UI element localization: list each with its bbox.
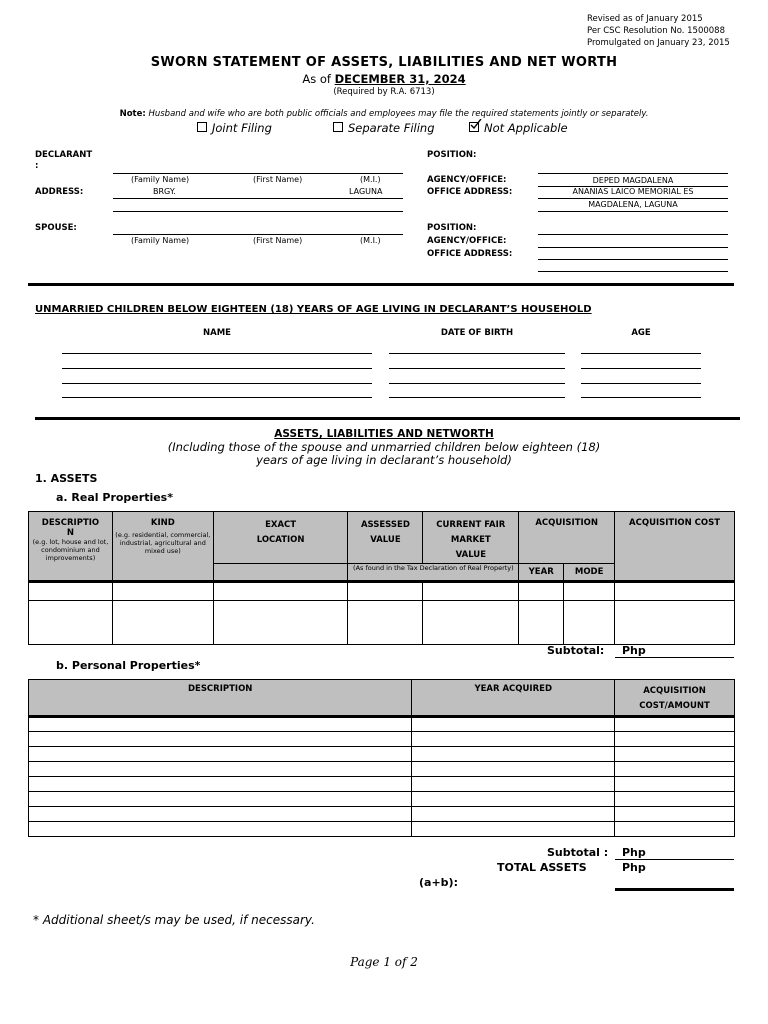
address-brgy[interactable]: BRGY. <box>153 187 176 196</box>
section-divider-1 <box>28 283 734 286</box>
section-divider-2 <box>35 417 740 420</box>
table-cell[interactable] <box>423 601 519 645</box>
declarant-name-line <box>113 173 403 174</box>
total-assets-currency: Php <box>622 861 646 874</box>
table-cell[interactable] <box>412 732 615 747</box>
child-dob-line[interactable] <box>389 397 565 398</box>
note <box>0 109 768 119</box>
table-cell[interactable] <box>29 807 412 822</box>
declarant-mi-caption: (M.I.) <box>360 175 381 184</box>
real-subtotal-currency: Php <box>622 644 646 657</box>
check-icon <box>470 119 482 130</box>
table-cell[interactable] <box>29 582 113 601</box>
real-properties-table <box>28 511 735 645</box>
alnw-sub2: years of age living in declarant’s household) <box>256 453 512 467</box>
personal-properties-table <box>28 679 735 837</box>
children-col-dob: DATE OF BIRTH <box>440 328 514 338</box>
table-row <box>29 732 735 747</box>
note-text: Husband and wife who are both public officials and employees may file the required statements jointly or separately. <box>148 109 649 119</box>
as-of-line <box>0 72 768 86</box>
table-cell[interactable] <box>29 762 412 777</box>
address-line-2 <box>113 211 403 212</box>
spouse-first-name-caption: (First Name) <box>253 236 303 245</box>
child-age-line[interactable] <box>581 353 701 354</box>
children-heading: UNMARRIED CHILDREN BELOW EIGHTEEN (18) YEARS OF AGE LIVING IN DECLARANT’S HOUSEHOLD <box>35 304 592 315</box>
table-row <box>29 807 735 822</box>
address-province[interactable]: LAGUNA <box>349 187 383 196</box>
child-name-line[interactable] <box>62 397 372 398</box>
table-cell[interactable] <box>615 792 735 807</box>
real-col-kind-note: (e.g. residential, commercial, industrial, agricultural and mixed use) <box>115 531 211 555</box>
real-col-assessed-b: VALUE <box>370 535 401 545</box>
table-cell[interactable] <box>615 777 735 792</box>
child-name-line[interactable] <box>62 353 372 354</box>
child-dob-line[interactable] <box>389 383 565 384</box>
child-age-line[interactable] <box>581 383 701 384</box>
real-col-description-note: (e.g. lot, house and lot, condominium and improvements) <box>32 538 109 562</box>
personal-col-cost <box>615 680 735 717</box>
agency-label: AGENCY/OFFICE: <box>427 175 507 185</box>
real-col-location-a: EXACT <box>265 520 297 530</box>
spouse-position-line <box>538 234 728 235</box>
real-col-location-blank <box>213 564 348 582</box>
position-line <box>538 173 728 174</box>
spouse-office-address-label: OFFICE ADDRESS: <box>427 249 513 259</box>
personal-subtotal-label: Subtotal : <box>547 846 609 859</box>
personal-col-description: DESCRIPTION <box>29 680 412 717</box>
table-row <box>29 822 735 837</box>
real-col-location <box>213 512 348 564</box>
table-cell[interactable] <box>519 582 564 601</box>
table-cell[interactable] <box>519 601 564 645</box>
real-col-kind <box>112 512 213 582</box>
promulgated-date: Promulgated on January 23, 2015 <box>587 38 730 48</box>
table-cell[interactable] <box>615 807 735 822</box>
table-cell[interactable] <box>412 822 615 837</box>
table-cell[interactable] <box>615 762 735 777</box>
total-assets-formula: (a+b): <box>419 876 458 889</box>
real-col-acquisition: ACQUISITION <box>519 512 615 564</box>
table-cell[interactable] <box>112 582 213 601</box>
table-cell[interactable] <box>29 777 412 792</box>
joint-filing-option[interactable] <box>197 121 272 135</box>
declarant-first-name-caption: (First Name) <box>253 175 303 184</box>
table-cell[interactable] <box>564 601 615 645</box>
not-applicable-label: Not Applicable <box>484 121 568 135</box>
spouse-agency-line <box>538 247 728 248</box>
office-address-label: OFFICE ADDRESS: <box>427 187 513 197</box>
real-col-description <box>29 512 113 582</box>
declarant-family-name-caption: (Family Name) <box>131 175 190 184</box>
table-row <box>29 747 735 762</box>
table-cell[interactable] <box>348 582 423 601</box>
real-subtotal-label: Subtotal: <box>547 644 605 657</box>
table-cell[interactable] <box>615 732 735 747</box>
real-col-cost: ACQUISITION COST <box>615 512 735 582</box>
real-properties-label: a. Real Properties* <box>56 491 173 504</box>
child-age-line[interactable] <box>581 368 701 369</box>
table-row <box>29 762 735 777</box>
table-cell[interactable] <box>112 601 213 645</box>
table-row <box>29 717 735 732</box>
table-cell[interactable] <box>213 601 348 645</box>
separate-filing-checkbox[interactable] <box>333 122 343 132</box>
separate-filing-label: Separate Filing <box>348 121 435 135</box>
office-address-line-1 <box>538 198 728 199</box>
personal-subtotal-currency: Php <box>622 846 646 859</box>
joint-filing-label: Joint Filing <box>212 121 272 135</box>
spouse-mi-caption: (M.I.) <box>360 236 381 245</box>
spouse-label: SPOUSE: <box>35 223 77 233</box>
table-cell[interactable] <box>29 747 412 762</box>
real-col-fmv-note-cell <box>348 564 519 582</box>
table-cell[interactable] <box>29 792 412 807</box>
real-col-fmv <box>423 512 519 564</box>
personal-rows <box>29 717 735 837</box>
not-applicable-checkbox[interactable] <box>469 122 479 132</box>
agency-value[interactable]: DEPED MAGDALENA <box>592 176 674 185</box>
real-col-fmv-b: MARKET <box>450 535 491 545</box>
children-col-age: AGE <box>631 328 651 338</box>
child-dob-line[interactable] <box>389 353 565 354</box>
table-cell[interactable] <box>29 822 412 837</box>
revised-date: Revised as of January 2015 <box>587 14 703 24</box>
table-cell[interactable] <box>29 717 412 732</box>
real-col-assessed-a: ASSESSED <box>360 520 410 530</box>
spouse-agency-label: AGENCY/OFFICE: <box>427 236 507 246</box>
position-label: POSITION: <box>427 150 477 160</box>
joint-filing-checkbox[interactable] <box>197 122 207 132</box>
real-col-fmv-c: VALUE <box>455 550 487 560</box>
table-cell[interactable] <box>564 582 615 601</box>
table-cell[interactable] <box>615 582 735 601</box>
csc-resolution: Per CSC Resolution No. 1500088 <box>587 26 726 36</box>
table-cell[interactable] <box>412 792 615 807</box>
table-cell[interactable] <box>412 747 615 762</box>
address-line-1 <box>113 198 403 199</box>
total-assets-label: TOTAL ASSETS <box>497 861 587 874</box>
office-address-line2[interactable]: MAGDALENA, LAGUNA <box>588 200 678 209</box>
table-row <box>29 601 735 645</box>
real-subtotal-line[interactable] <box>615 657 734 658</box>
real-col-mode: MODE <box>564 564 615 582</box>
declarant-label: DECLARANT <box>35 150 93 160</box>
alnw-heading: ASSETS, LIABILITIES AND NETWORTH <box>274 428 494 440</box>
note-label: Note: <box>119 109 146 119</box>
child-name-line[interactable] <box>62 368 372 369</box>
declarant-colon: : <box>35 161 39 171</box>
real-col-fmv-a: CURRENT FAIR <box>436 520 506 530</box>
table-cell[interactable] <box>423 582 519 601</box>
table-cell[interactable] <box>29 732 412 747</box>
assets-label: 1. ASSETS <box>35 472 98 485</box>
table-cell[interactable] <box>412 762 615 777</box>
child-name-line[interactable] <box>62 383 372 384</box>
table-cell[interactable] <box>213 582 348 601</box>
real-col-year: YEAR <box>519 564 564 582</box>
revision-info <box>587 13 730 49</box>
as-of-date: DECEMBER 31, 2024 <box>334 72 466 86</box>
page-number: Page 1 of 2 <box>350 955 418 969</box>
table-cell[interactable] <box>412 777 615 792</box>
table-cell[interactable] <box>615 822 735 837</box>
as-of-prefix: As of <box>302 72 331 86</box>
real-col-kind-label: KIND <box>150 518 175 528</box>
real-col-assessed <box>348 512 423 564</box>
real-col-fmv-note: (As found in the Tax Declaration of Real Property) <box>353 564 514 572</box>
table-cell[interactable] <box>615 717 735 732</box>
spouse-position-label: POSITION: <box>427 223 477 233</box>
table-cell[interactable] <box>29 601 113 645</box>
table-row <box>29 582 735 601</box>
not-applicable-option[interactable] <box>469 121 568 135</box>
spouse-name-line <box>113 234 403 235</box>
personal-col-cost-b: COST/AMOUNT <box>639 701 710 711</box>
child-dob-line[interactable] <box>389 368 565 369</box>
child-age-line[interactable] <box>581 397 701 398</box>
spouse-office-line-1 <box>538 259 728 260</box>
table-cell[interactable] <box>615 747 735 762</box>
children-col-name: NAME <box>203 328 231 338</box>
table-cell[interactable] <box>348 601 423 645</box>
total-assets-line[interactable] <box>615 888 734 891</box>
page-title: SWORN STATEMENT OF ASSETS, LIABILITIES AND NET WORTH <box>150 55 618 70</box>
spouse-office-line-2 <box>538 271 728 272</box>
personal-properties-label: b. Personal Properties* <box>56 659 201 672</box>
table-cell[interactable] <box>412 807 615 822</box>
personal-col-year: YEAR ACQUIRED <box>412 680 615 717</box>
table-row <box>29 777 735 792</box>
personal-subtotal-line[interactable] <box>615 859 734 860</box>
table-cell[interactable] <box>615 601 735 645</box>
footnote: * Additional sheet/s may be used, if necessary. <box>33 913 315 927</box>
personal-col-cost-a: ACQUISITION <box>643 686 706 696</box>
table-row <box>29 792 735 807</box>
office-address-line-2 <box>538 211 728 212</box>
table-cell[interactable] <box>412 717 615 732</box>
address-label: ADDRESS: <box>35 187 84 197</box>
real-col-description-b: N <box>66 528 75 538</box>
spouse-family-name-caption: (Family Name) <box>131 236 190 245</box>
office-address-line1[interactable]: ANANIAS LAICO MEMORIAL ES <box>572 187 694 196</box>
real-col-location-b: LOCATION <box>256 535 305 545</box>
required-by: (Required by R.A. 6713) <box>333 87 435 97</box>
separate-filing-option[interactable] <box>333 121 435 135</box>
alnw-sub1: (Including those of the spouse and unmarried children below eighteen (18) <box>167 440 601 454</box>
real-col-description-a: DESCRIPTIO <box>41 518 100 528</box>
